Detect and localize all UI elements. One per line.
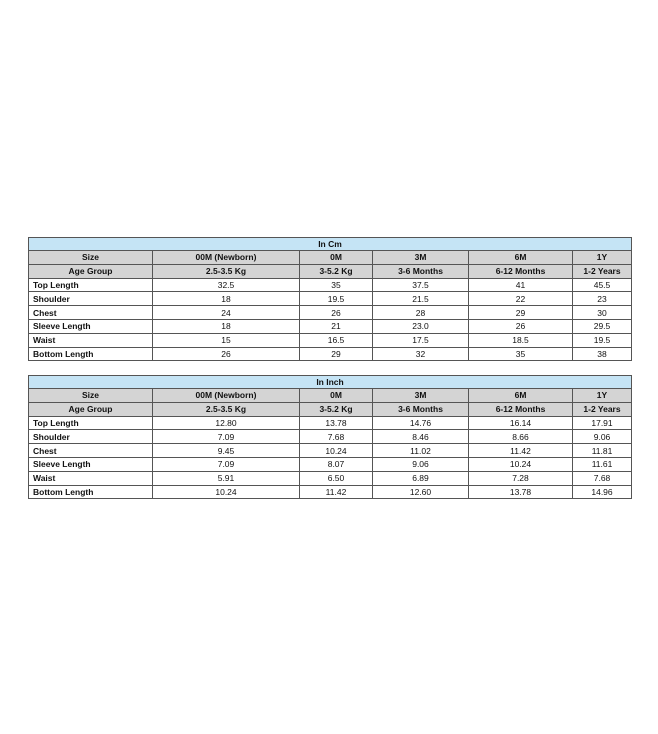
row-label: Bottom Length — [29, 347, 153, 361]
table-row — [29, 471, 632, 485]
age-group-cell: 6-12 Months — [469, 402, 573, 416]
header-cell: 1Y — [573, 389, 632, 403]
table-cell: 15 — [153, 333, 300, 347]
size-chart-cm-table — [28, 237, 632, 361]
header-cell: Size — [29, 251, 153, 265]
table-cell: 13.78 — [469, 485, 573, 499]
header-cell: 6M — [469, 389, 573, 403]
table-cell: 11.42 — [300, 485, 373, 499]
table-cell: 21.5 — [373, 292, 469, 306]
row-label: Waist — [29, 471, 153, 485]
table-cell: 32 — [373, 347, 469, 361]
age-group-cell: 2.5-3.5 Kg — [153, 264, 300, 278]
table-cell: 45.5 — [573, 278, 632, 292]
table-cell: 11.42 — [469, 444, 573, 458]
header-cell: 3M — [373, 251, 469, 265]
table-cell: 6.89 — [373, 471, 469, 485]
header-cell: 0M — [300, 389, 373, 403]
age-group-row — [29, 264, 632, 278]
table-cell: 8.66 — [469, 430, 573, 444]
row-label: Chest — [29, 444, 153, 458]
table-cell: 11.81 — [573, 444, 632, 458]
age-group-cell: 3-6 Months — [373, 264, 469, 278]
table-cell: 17.91 — [573, 416, 632, 430]
table-cell: 41 — [469, 278, 573, 292]
table-row — [29, 416, 632, 430]
table-cell: 16.5 — [300, 333, 373, 347]
header-cell: 1Y — [573, 251, 632, 265]
table-cell: 37.5 — [373, 278, 469, 292]
row-label: Shoulder — [29, 430, 153, 444]
table-body — [29, 238, 632, 361]
table-cell: 7.09 — [153, 457, 300, 471]
size-header-row — [29, 251, 632, 265]
table-cell: 30 — [573, 306, 632, 320]
table-cell: 32.5 — [153, 278, 300, 292]
table-body — [29, 376, 632, 499]
table-row — [29, 292, 632, 306]
table-cell: 9.06 — [573, 430, 632, 444]
table-row — [29, 430, 632, 444]
table-cell: 24 — [153, 306, 300, 320]
table-cell: 17.5 — [373, 333, 469, 347]
table-cell: 38 — [573, 347, 632, 361]
table-cell: 18 — [153, 319, 300, 333]
table-title-row — [29, 376, 632, 389]
header-cell: 3M — [373, 389, 469, 403]
table-row — [29, 278, 632, 292]
age-group-cell: 3-6 Months — [373, 402, 469, 416]
table-cell: 18.5 — [469, 333, 573, 347]
table-cell: 12.80 — [153, 416, 300, 430]
table-cell: 35 — [469, 347, 573, 361]
table-cell: 7.68 — [573, 471, 632, 485]
table-cell: 26 — [153, 347, 300, 361]
table-cell: 29.5 — [573, 319, 632, 333]
table-row — [29, 444, 632, 458]
table-cell: 8.46 — [373, 430, 469, 444]
table-title-row — [29, 238, 632, 251]
table-cell: 35 — [300, 278, 373, 292]
row-label: Top Length — [29, 278, 153, 292]
table-cell: 9.45 — [153, 444, 300, 458]
table-cell: 23.0 — [373, 319, 469, 333]
table-cell: 26 — [300, 306, 373, 320]
age-group-cell: 6-12 Months — [469, 264, 573, 278]
row-label: Chest — [29, 306, 153, 320]
table-cell: 7.28 — [469, 471, 573, 485]
table-cell: 5.91 — [153, 471, 300, 485]
table-cell: 7.68 — [300, 430, 373, 444]
age-group-row — [29, 402, 632, 416]
header-cell: Size — [29, 389, 153, 403]
table-cell: 28 — [373, 306, 469, 320]
age-group-cell: 1-2 Years — [573, 402, 632, 416]
table-row — [29, 347, 632, 361]
table-cell: 19.5 — [300, 292, 373, 306]
table-cell: 23 — [573, 292, 632, 306]
table-cell: 18 — [153, 292, 300, 306]
table-cell: 26 — [469, 319, 573, 333]
table-cell: 14.76 — [373, 416, 469, 430]
table-cell: 11.02 — [373, 444, 469, 458]
table-cell: 8.07 — [300, 457, 373, 471]
row-label: Sleeve Length — [29, 319, 153, 333]
table-title: In Inch — [29, 376, 632, 389]
table-cell: 6.50 — [300, 471, 373, 485]
age-group-cell: Age Group — [29, 264, 153, 278]
header-cell: 0M — [300, 251, 373, 265]
age-group-cell: 3-5.2 Kg — [300, 402, 373, 416]
table-cell: 13.78 — [300, 416, 373, 430]
table-cell: 11.61 — [573, 457, 632, 471]
age-group-cell: 1-2 Years — [573, 264, 632, 278]
table-cell: 29 — [300, 347, 373, 361]
table-cell: 7.09 — [153, 430, 300, 444]
row-label: Top Length — [29, 416, 153, 430]
row-label: Sleeve Length — [29, 457, 153, 471]
table-row — [29, 457, 632, 471]
table-row — [29, 306, 632, 320]
table-row — [29, 319, 632, 333]
table-cell: 21 — [300, 319, 373, 333]
age-group-cell: 3-5.2 Kg — [300, 264, 373, 278]
table-cell: 19.5 — [573, 333, 632, 347]
age-group-cell: 2.5-3.5 Kg — [153, 402, 300, 416]
row-label: Waist — [29, 333, 153, 347]
table-cell: 22 — [469, 292, 573, 306]
header-cell: 00M (Newborn) — [153, 251, 300, 265]
table-cell: 16.14 — [469, 416, 573, 430]
table-cell: 12.60 — [373, 485, 469, 499]
table-cell: 10.24 — [153, 485, 300, 499]
header-cell: 6M — [469, 251, 573, 265]
table-title: In Cm — [29, 238, 632, 251]
table-row — [29, 333, 632, 347]
size-header-row — [29, 389, 632, 403]
age-group-cell: Age Group — [29, 402, 153, 416]
row-label: Shoulder — [29, 292, 153, 306]
size-chart-inch-table — [28, 375, 632, 499]
table-cell: 14.96 — [573, 485, 632, 499]
table-cell: 10.24 — [300, 444, 373, 458]
table-cell: 10.24 — [469, 457, 573, 471]
header-cell: 00M (Newborn) — [153, 389, 300, 403]
table-cell: 29 — [469, 306, 573, 320]
table-row — [29, 485, 632, 499]
row-label: Bottom Length — [29, 485, 153, 499]
table-cell: 9.06 — [373, 457, 469, 471]
